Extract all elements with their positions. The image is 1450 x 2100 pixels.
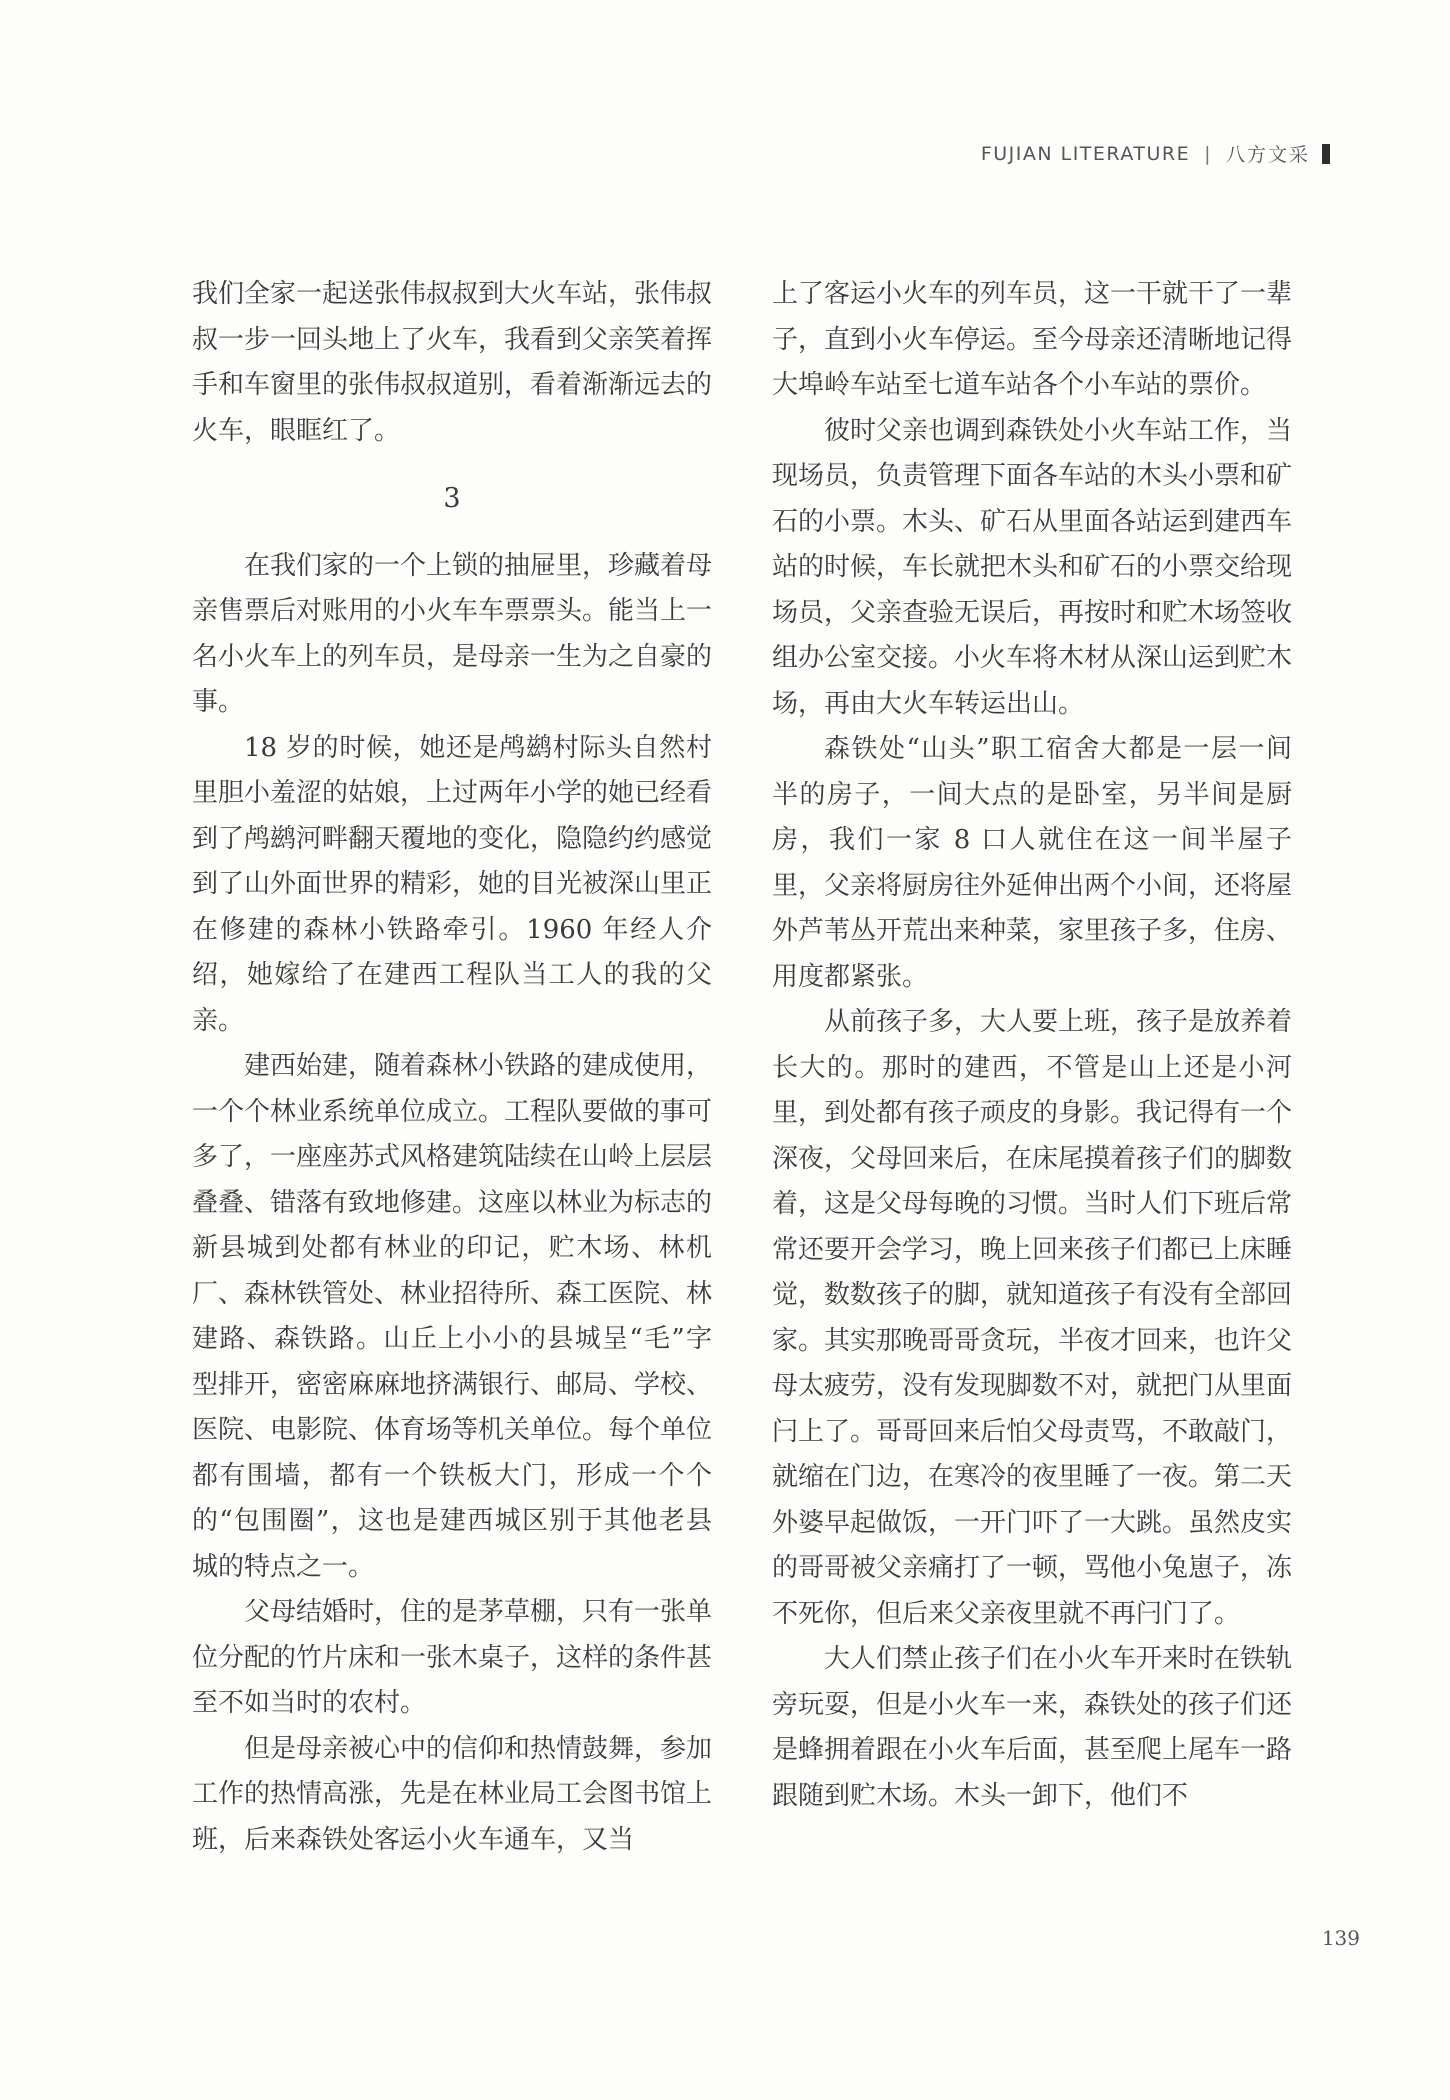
paragraph: 大人们禁止孩子们在小火车开来时在铁轨旁玩耍，但是小火车一来，森铁处的孩子们还是蜂拥着跟在小火车后面，甚至爬上尾车一路跟随到贮木场。木头一卸下，他们不 <box>772 1644 1293 1811</box>
paragraph: 建西始建，随着森林小铁路的建成使用，一个个林业系统单位成立。工程队要做的事可多了，一座座苏式风格建筑陆续在山岭上层层叠叠、错落有致地修建。这座以林业为标志的新县城到处都有林业的印记，贮木场、林机厂、森林铁管处、林业招待所、森工医院、林建路、森铁路。山丘上小小的县城呈“毛”字型排开，密密麻麻地挤满银行、邮局、学校、医院、电影院、体育场等机关单位。每个单位都有围墙，都有一个铁板大门，形成一个个的“包围圈”，这也是建西城区别于其他老县城的特点之一。 <box>192 1051 713 1582</box>
paragraph: 彼时父亲也调到森铁处小火车站工作，当现场员，负责管理下面各车站的木头小票和矿石的小票。木头、矿石从里面各站运到建西车站的时候，车长就把木头和矿石的小票交给现场员，父亲查验无误后，再按时和贮木场签收组办公室交接。小火车将木材从深山运到贮木场，再由大火车转运出山。 <box>772 415 1293 719</box>
paragraph: 森铁处“山头”职工宿舍大都是一层一间半的房子，一间大点的是卧室，另半间是厨房，我们一家 8 口人就住在这一间半屋子里，父亲将厨房往外延伸出两个小间，还将屋外芦苇丛开荒出来种菜，家里孩子多，住房、用度都紧张。 <box>772 734 1293 992</box>
journal-name: FUJIAN LITERATURE <box>980 142 1191 165</box>
header-bar-mark <box>1322 144 1330 164</box>
right-column <box>772 272 1292 1819</box>
section-number: 3 <box>443 483 461 514</box>
paragraph: 在我们家的一个上锁的抽屉里，珍藏着母亲售票后对账用的小火车车票票头。能当上一名小火车上的列车员，是母亲一生为之自豪的事。 <box>192 550 713 717</box>
paragraph: 18 岁的时候，她还是鸬鹚村际头自然村里胆小羞涩的姑娘，上过两年小学的她已经看到了鸬鹚河畔翻天覆地的变化，隐隐约约感觉到了山外面世界的精彩，她的目光被深山里正在修建的森林小铁路牵引。1960 年经人介绍，她嫁给了在建西工程队当工人的我的父亲。 <box>192 732 713 1036</box>
left-column <box>192 272 712 1863</box>
paragraph: 上了客运小火车的列车员，这一干就干了一辈子，直到小火车停运。至今母亲还清晰地记得大埠岭车站至七道车站各个小车站的票价。 <box>772 279 1293 400</box>
paragraph: 但是母亲被心中的信仰和热情鼓舞，参加工作的热情高涨，先是在林业局工会图书馆上班，后来森铁处客运小火车通车，又当 <box>192 1733 713 1855</box>
paragraph: 父母结婚时，住的是茅草棚，只有一张单位分配的竹片床和一张木桌子，这样的条件甚至不如当时的农村。 <box>192 1597 713 1718</box>
paragraph: 我们全家一起送张伟叔叔到大火车站，张伟叔叔一步一回头地上了火车，我看到父亲笑着挥手和车窗里的张伟叔叔道别，看着渐渐远去的火车，眼眶红了。 <box>192 279 713 446</box>
page-number: 139 <box>1321 1926 1360 1950</box>
paragraph: 从前孩子多，大人要上班，孩子是放养着长大的。那时的建西，不管是山上还是小河里，到处都有孩子顽皮的身影。我记得有一个深夜，父母回来后，在床尾摸着孩子们的脚数着，这是父母每晚的习惯。当时人们下班后常常还要开会学习，晚上回来孩子们都已上床睡觉，数数孩子的脚，就知道孩子有没有全部回家。其实那晚哥哥贪玩，半夜才回来，也许父母太疲劳，没有发现脚数不对，就把门从里面闩上了。哥哥回来后怕父母责骂，不敢敲门，就缩在门边，在寒冷的夜里睡了一夜。第二天外婆早起做饭，一开门吓了一大跳。虽然皮实的哥哥被父亲痛打了一顿，骂他小兔崽子，冻不死你，但后来父亲夜里就不再闩门了。 <box>772 1007 1293 1629</box>
running-header <box>981 140 1330 167</box>
header-separator: | <box>1204 142 1212 165</box>
section-name: 八方文采 <box>1225 144 1310 166</box>
